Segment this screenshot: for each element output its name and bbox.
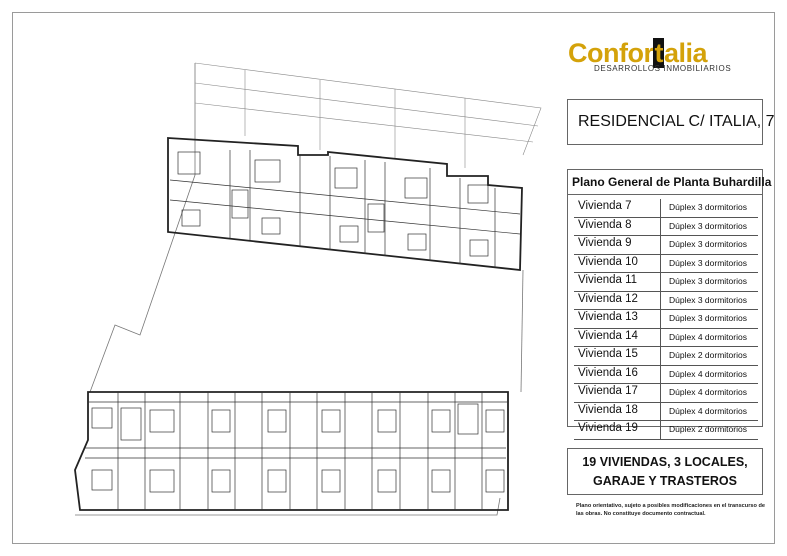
table-row	[574, 384, 758, 403]
unit-type: Dúplex 3 dormitorios	[660, 292, 747, 310]
table-row	[574, 403, 758, 422]
unit-name: Vivienda 13	[578, 311, 638, 323]
unit-name: Vivienda 14	[578, 329, 638, 342]
unit-type: Dúplex 4 dormitorios	[660, 366, 747, 384]
unit-name: Vivienda 19	[578, 422, 638, 434]
project-title: RESIDENCIAL C/ ITALIA, 7	[578, 113, 775, 130]
unit-name: Vivienda 11	[578, 274, 638, 286]
table-row	[574, 347, 758, 366]
units-table-heading: Plano General de Planta Buhardilla	[568, 170, 762, 195]
unit-type: Dúplex 3 dormitorios	[660, 199, 747, 217]
table-row	[574, 236, 758, 255]
terrace-grid	[195, 63, 541, 168]
unit-type: Dúplex 2 dormitorios	[660, 421, 747, 439]
table-row	[574, 329, 758, 348]
unit-name: Vivienda 18	[578, 403, 638, 416]
units-table	[567, 169, 772, 434]
unit-type: Dúplex 3 dormitorios	[660, 218, 747, 236]
table-row	[574, 273, 758, 292]
unit-type: Dúplex 2 dormitorios	[660, 347, 747, 365]
upper-block-walls	[170, 150, 520, 267]
unit-type: Dúplex 4 dormitorios	[660, 329, 747, 347]
unit-type: Dúplex 3 dormitorios	[660, 255, 747, 273]
lower-block-walls	[85, 392, 508, 510]
table-row	[574, 292, 758, 311]
units-table-rows	[574, 199, 758, 440]
unit-type: Dúplex 3 dormitorios	[660, 273, 747, 291]
table-row	[574, 255, 758, 274]
project-title-box	[567, 99, 775, 145]
unit-name: Vivienda 12	[578, 292, 638, 305]
unit-name: Vivienda 8	[578, 218, 632, 231]
summary-line-1: 19 VIVIENDAS, 3 LOCALES,	[582, 455, 748, 469]
unit-name: Vivienda 17	[578, 385, 638, 397]
brand-wordmark: Confortalia	[568, 38, 708, 68]
table-row	[574, 421, 758, 440]
summary-box	[567, 448, 763, 495]
table-row	[574, 366, 758, 385]
unit-name: Vivienda 9	[578, 237, 632, 249]
brand-tagline: DESARROLLOS INMOBILIARIOS	[594, 64, 732, 73]
table-row	[574, 310, 758, 329]
table-row	[574, 218, 758, 237]
unit-name: Vivienda 15	[578, 348, 638, 360]
table-row	[574, 199, 758, 218]
summary-line-2: GARAJE Y TRASTEROS	[592, 474, 737, 488]
brand-logo	[568, 38, 764, 78]
unit-type: Dúplex 4 dormitorios	[660, 403, 747, 421]
unit-name: Vivienda 10	[578, 255, 638, 268]
unit-name: Vivienda 16	[578, 366, 638, 379]
unit-type: Dúplex 4 dormitorios	[660, 384, 747, 402]
site-boundary	[75, 63, 523, 515]
upper-block	[168, 138, 522, 270]
unit-name: Vivienda 7	[578, 200, 632, 212]
unit-type: Dúplex 3 dormitorios	[660, 310, 747, 328]
unit-type: Dúplex 3 dormitorios	[660, 236, 747, 254]
disclaimer-note: Plano orientativo, sujeto a posibles modificaciones en el transcurso de las obras. No constituye documento contractual.	[576, 503, 765, 517]
